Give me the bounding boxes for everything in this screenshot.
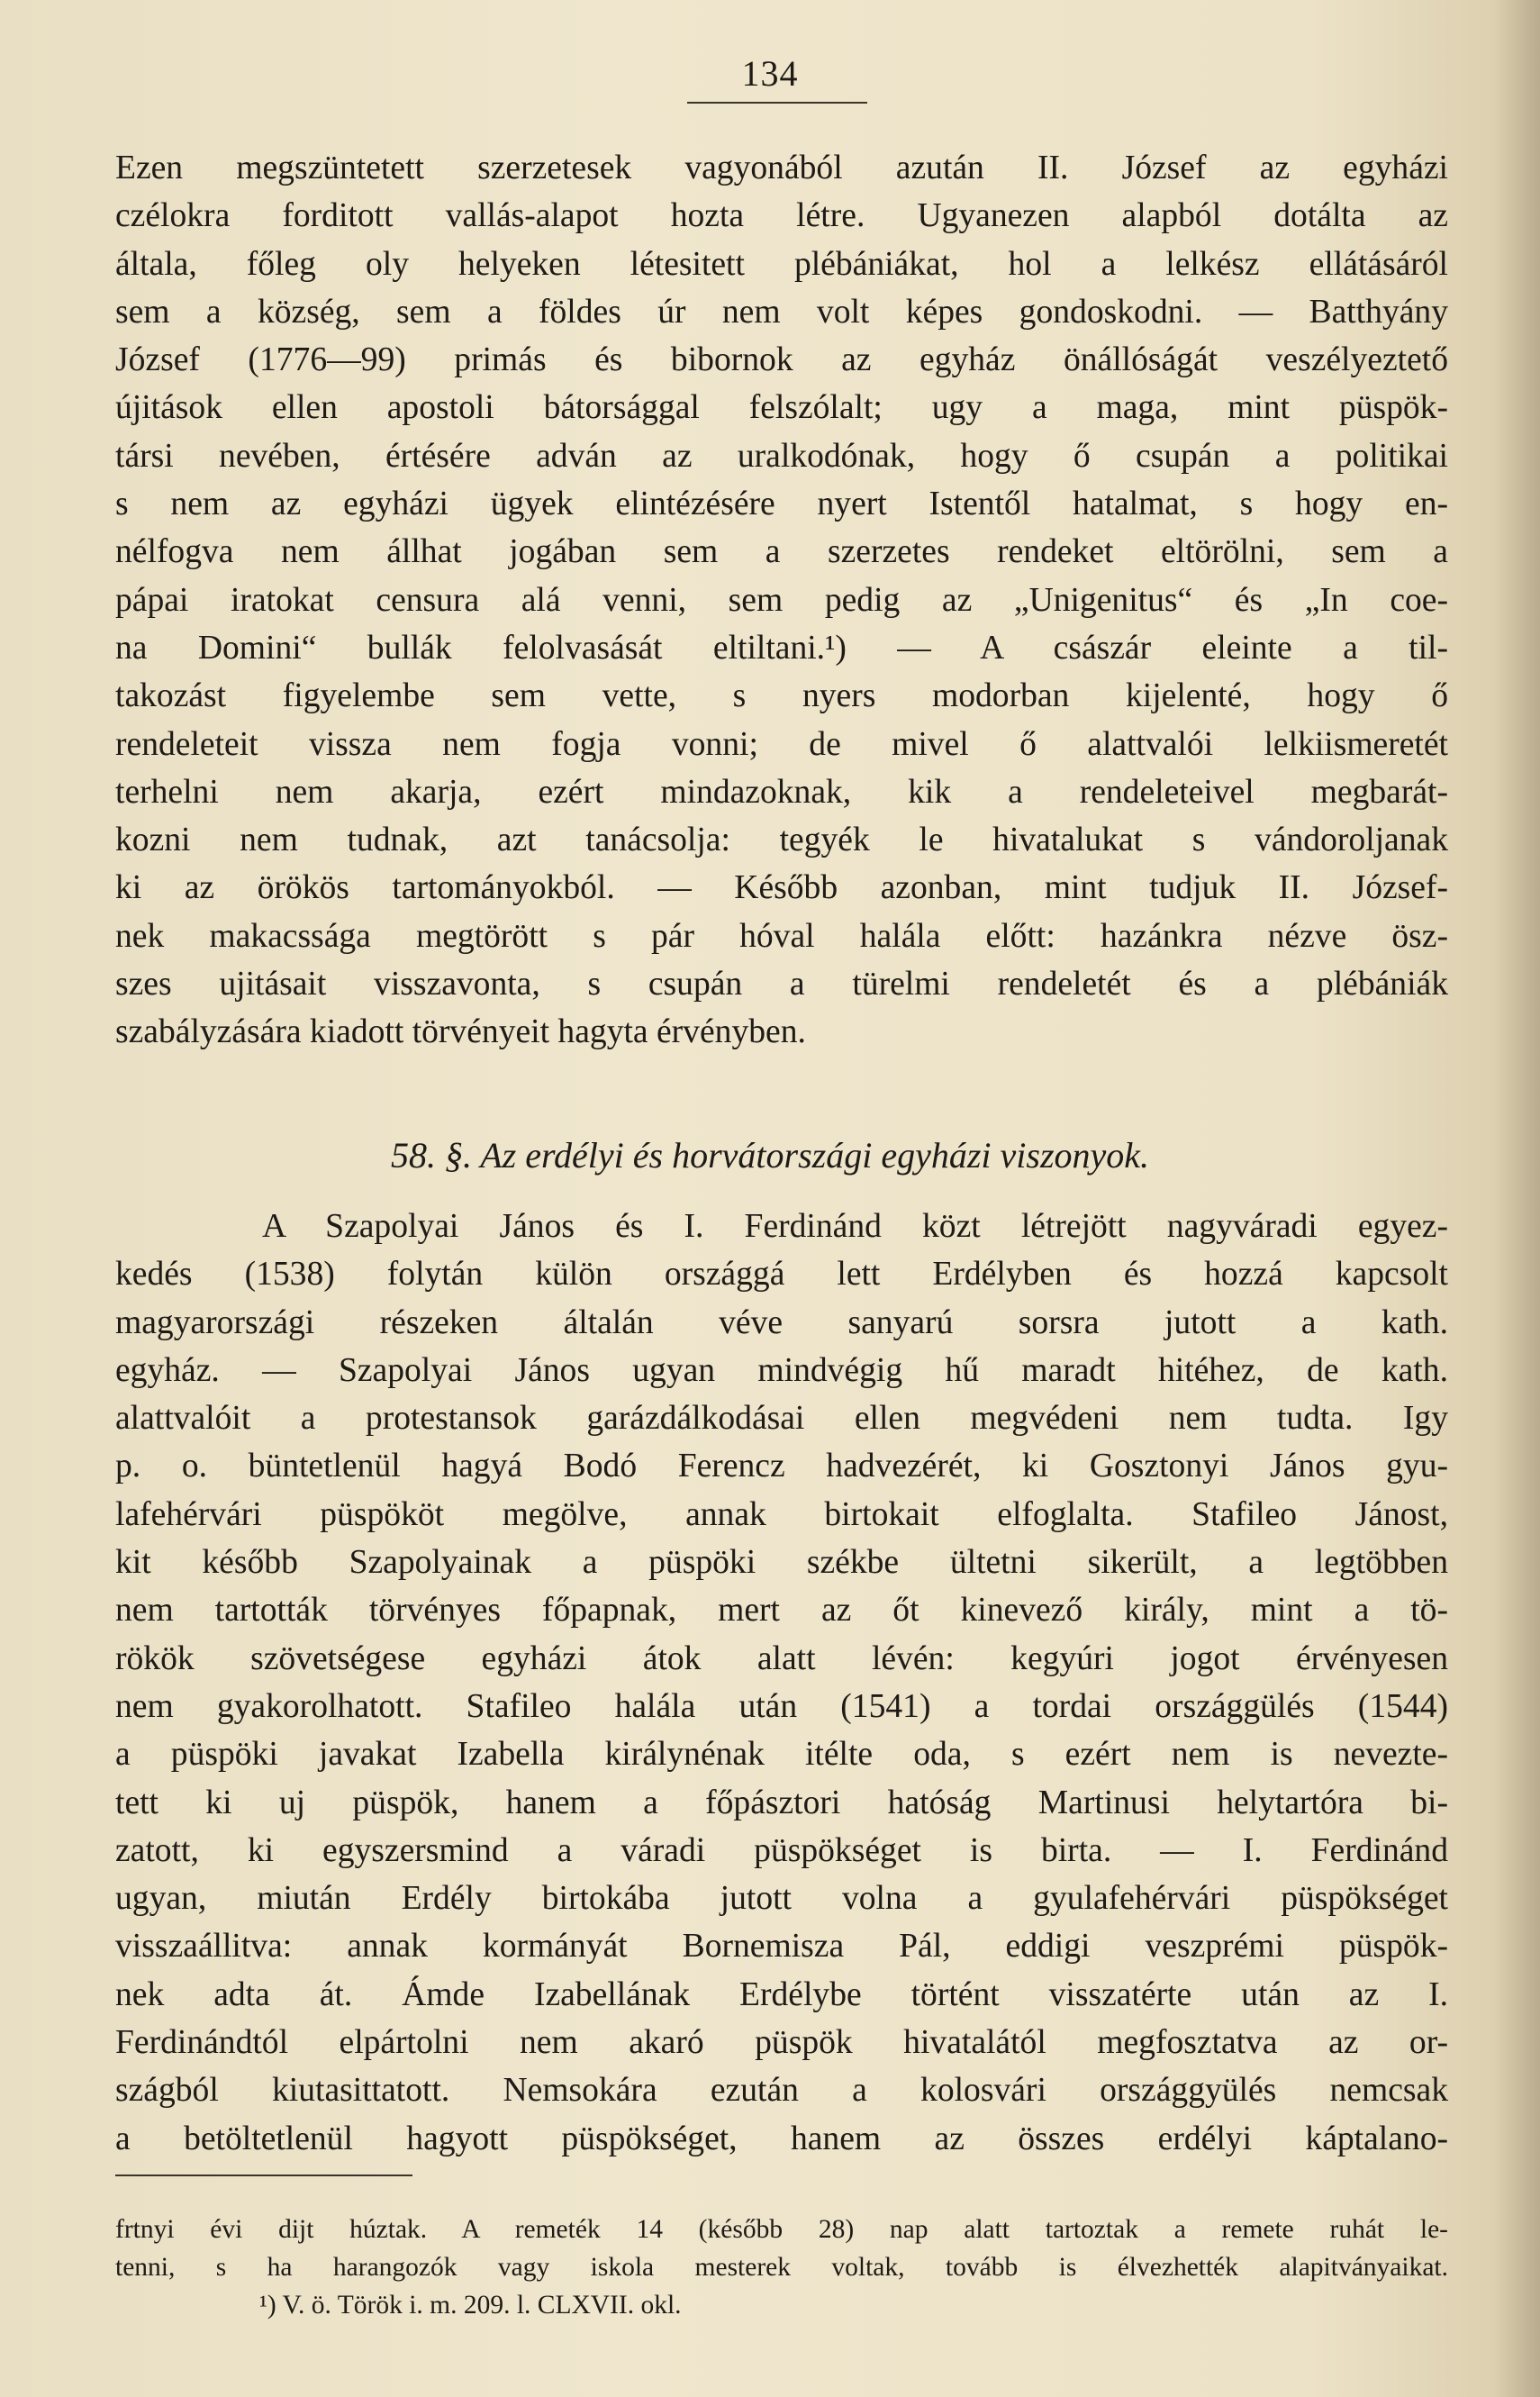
text-line: alattvalóit a protestansok garázdálkodásai ellen megvédeni nem tudta. Igy	[115, 1400, 1448, 1438]
text-line: A Szapolyai János és I. Ferdinánd közt létrejött nagyváradi egyez-	[262, 1208, 1448, 1245]
text-line: nem tartották törvényes főpapnak, mert az őt kinevező király, mint a tö-	[115, 1592, 1448, 1630]
section-heading: 58. §. Az erdélyi és horvátországi egyházi viszonyok.	[390, 1135, 1150, 1176]
text-line: pápai iratokat censura alá venni, sem pedig az „Unigenitus“ és „In coe-	[115, 581, 1448, 619]
text-line: szes ujitásait visszavonta, s csupán a türelmi rendeletét és a plébániák	[115, 966, 1448, 1003]
text-line: nek adta át. Ámde Izabellának Erdélybe történt visszatérte után az I.	[115, 1975, 1448, 2013]
page-number-rule	[687, 102, 867, 104]
text-line: lafehérvári püspököt megölve, annak birtokait elfoglalta. Stafileo Jánost,	[115, 1495, 1448, 1533]
text-line: József (1776—99) primás és bibornok az egyház önállóságát veszélyeztető	[115, 341, 1448, 379]
text-line: Ferdinándtól elpártolni nem akaró püspök hivatalától megfosztatva az or-	[115, 2024, 1448, 2062]
text-line: kit később Szapolyainak a püspöki székbe ültetni sikerült, a legtöbben	[115, 1544, 1448, 1582]
text-line: magyarországi részeken általán véve sanyarú sorsra jutott a kath.	[115, 1303, 1448, 1341]
text-line: nek makacssága megtörött s pár hóval halála előtt: hazánkra nézve ösz-	[115, 917, 1448, 955]
footnote-rule	[115, 2175, 412, 2176]
text-line: tett ki uj püspök, hanem a főpásztori hatóság Martinusi helytartóra bi-	[115, 1784, 1448, 1821]
text-line: szabályzására kiadott törvényeit hagyta érvényben.	[115, 1013, 806, 1051]
text-line: társi nevében, értésére adván az uralkodónak, hogy ő csupán a politikai	[115, 437, 1448, 475]
text-line: nélfogva nem állhat jogában sem a szerzetes rendeket eltörölni, sem a	[115, 533, 1448, 571]
text-line: na Domini“ bullák felolvasását eltiltani.¹) — A császár eleinte a til-	[115, 629, 1448, 667]
text-line: Ezen megszüntetett szerzetesek vagyonából azután II. József az egyházi	[115, 150, 1448, 186]
text-line: s nem az egyházi ügyek elintézésére nyert Istentől hatalmat, s hogy en-	[115, 486, 1448, 523]
footnote-line: frtnyi évi dijt húztak. A remeték 14 (később 28) nap alatt tartoztak a remete ruhát le-	[115, 2215, 1448, 2244]
text-line: p. o. büntetlenül hagyá Bodó Ferencz hadvezérét, ki Gosztonyi János gyu-	[115, 1448, 1448, 1485]
footnote-reference: ¹) V. ö. Török i. m. 209. l. CLXVII. okl.	[259, 2291, 682, 2320]
text-line: ugyan, miután Erdély birtokába jutott volna a gyulafehérvári püspökséget	[115, 1880, 1448, 1918]
text-line: rendeleteit vissza nem fogja vonni; de mivel ő alattvalói lelkiismeretét	[115, 725, 1448, 763]
text-line: a püspöki javakat Izabella királynénak itélte oda, s ezért nem is nevezte-	[115, 1736, 1448, 1774]
text-line: egyház. — Szapolyai János ugyan mindvégig hű maradt hitéhez, de kath.	[115, 1351, 1448, 1389]
text-line: sem a község, sem a földes úr nem volt képes gondoskodni. — Batthyány	[115, 293, 1448, 331]
text-line: szágból kiutasittatott. Nemsokára ezután a kolosvári országgyülés nemcsak	[115, 2072, 1448, 2110]
text-line: nem gyakorolhatott. Stafileo halála után (1541) a tordai országgülés (1544)	[115, 1687, 1448, 1725]
page-number: 134	[741, 53, 799, 94]
text-line: terhelni nem akarja, ezért mindazoknak, kik a rendeleteivel megbarát-	[115, 773, 1448, 811]
text-line: kedés (1538) folytán külön országgá lett Erdélyben és hozzá kapcsolt	[115, 1256, 1448, 1294]
text-line: újitások ellen apostoli bátorsággal felszólalt; ugy a maga, mint püspök-	[115, 389, 1448, 427]
text-line: általa, főleg oly helyeken létesitett plébániákat, hol a lelkész ellátásáról	[115, 245, 1448, 283]
body-paragraph-2	[115, 1203, 1448, 2163]
footnotes	[115, 2211, 1448, 2324]
text-line: kozni nem tudnak, azt tanácsolja: tegyék le hivatalukat s vándoroljanak	[115, 822, 1448, 859]
body-paragraph-1	[115, 144, 1448, 1057]
text-line: czélokra forditott vallás-alapot hozta létre. Ugyanezen alapból dotálta az	[115, 197, 1448, 235]
text-line: a betöltetlenül hagyott püspökséget, hanem az összes erdélyi káptalano-	[115, 2120, 1448, 2157]
text-line: rökök szövetségese egyházi átok alatt lévén: kegyúri jogot érvényesen	[115, 1639, 1448, 1677]
footnote-line: tenni, s ha harangozók vagy iskola mesterek voltak, tovább is élvezhették alapitványaikat.	[115, 2253, 1448, 2282]
text-line: takozást figyelembe sem vette, s nyers modorban kijelenté, hogy ő	[115, 677, 1448, 715]
text-line: zatott, ki egyszersmind a váradi püspökséget is birta. — I. Ferdinánd	[115, 1831, 1448, 1869]
text-line: ki az örökös tartományokból. — Később azonban, mint tudjuk II. József-	[115, 869, 1448, 907]
text-line: visszaállitva: annak kormányát Bornemisza Pál, eddigi veszprémi püspök-	[115, 1928, 1448, 1966]
